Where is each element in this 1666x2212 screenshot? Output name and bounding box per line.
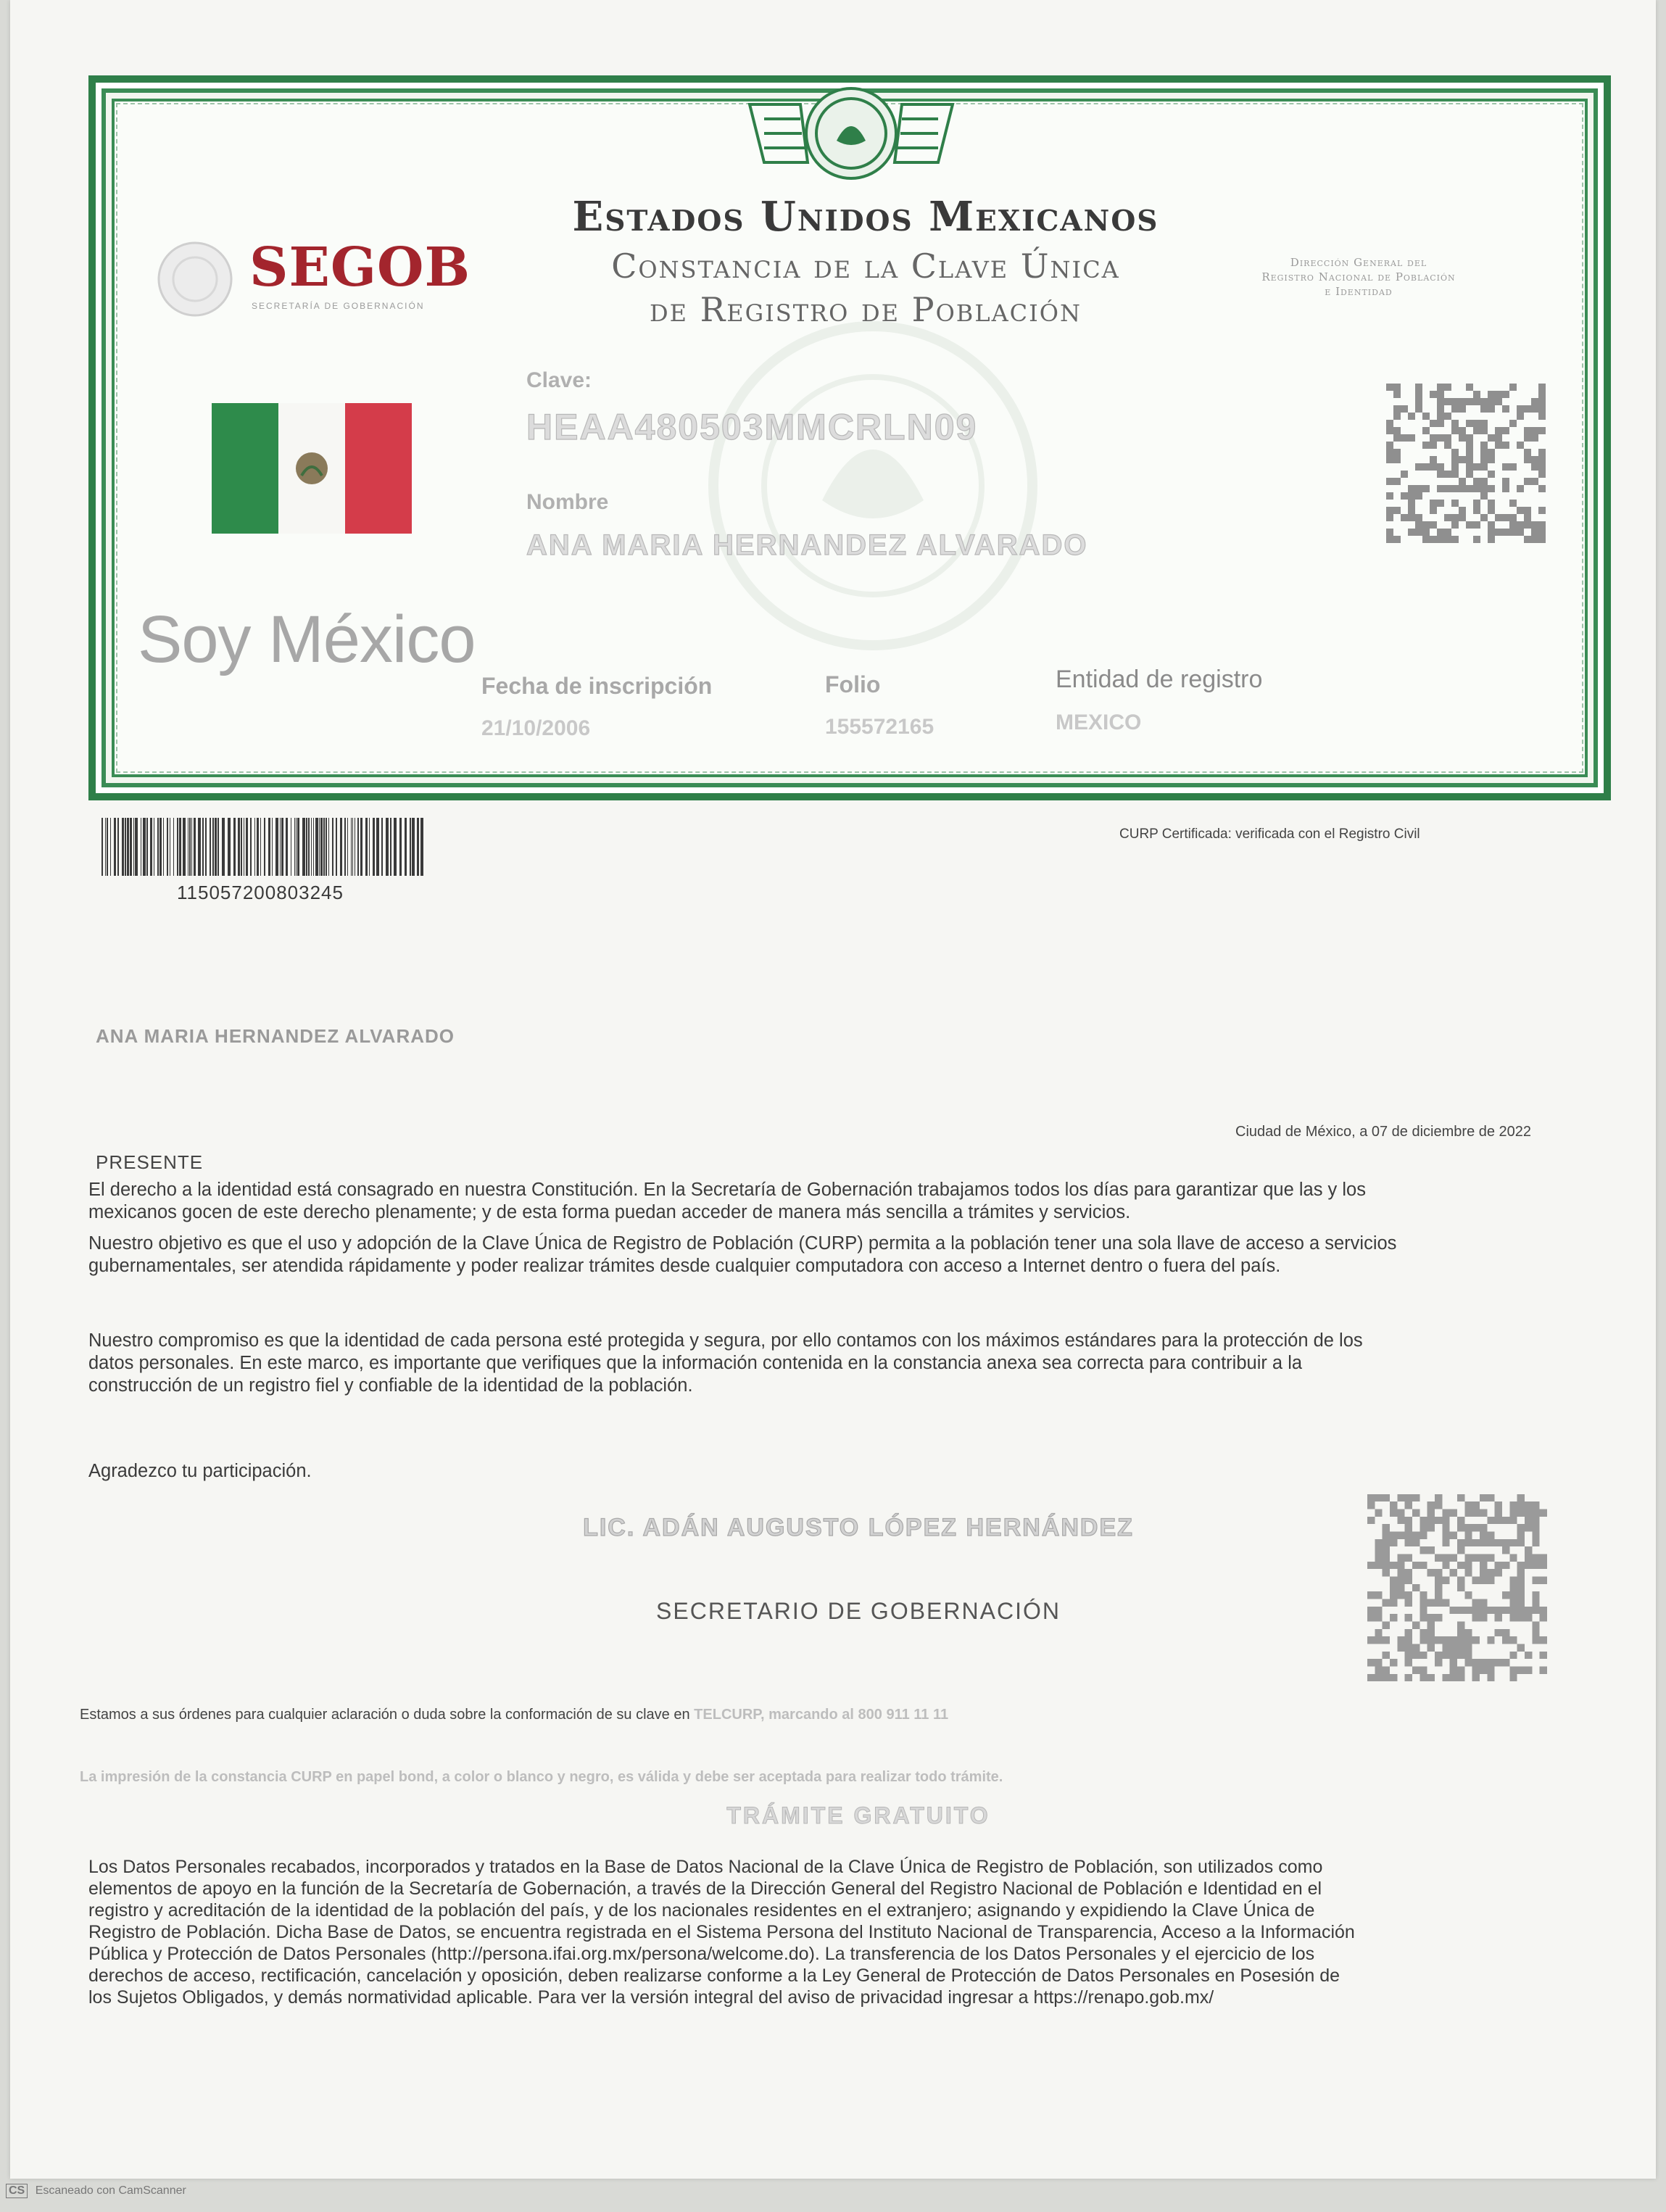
barcode-number: 115057200803245 (177, 882, 344, 903)
entidad-value: MEXICO (1056, 711, 1142, 734)
signature-qr-icon (1367, 1494, 1547, 1682)
paragraph-3: Nuestro compromiso es que la identidad de cada persona esté protegida y segura, por ello contamos con los máximos estándares para la protección de los datos personales. En este marco, es importante que verifiques que la información contenida en la constancia anexa sea correcta para contribuir a la construcción de un registro fiel y confiable de la identidad de la población. (88, 1330, 1363, 1396)
camscanner-text: Escaneado con CamScanner (35, 2184, 186, 2197)
print-validity-note: La impresión de la constancia CURP en papel bond, a color o blanco y negro, es válida y debe ser aceptada para realizar todo trámite. (80, 1769, 1003, 1785)
free-procedure-label: TRÁMITE GRATUITO (726, 1802, 990, 1828)
crest-watermark-icon (677, 312, 1069, 660)
signer-title: SECRETARIO DE GOBERNACIÓN (656, 1598, 1061, 1624)
fecha-value: 21/10/2006 (481, 716, 591, 740)
entidad-label: Entidad de registro (1056, 666, 1263, 693)
clave-value: HEAA480503MMCRLN09 (526, 407, 978, 447)
nombre-value: ANA MARIA HERNANDEZ ALVARADO (526, 529, 1088, 561)
barcode-icon (101, 818, 428, 876)
camscanner-badge: CS (6, 2184, 28, 2198)
clave-label: Clave: (526, 368, 592, 392)
directorate-label: Dirección General del Registro Nacional de Población e Identidad (1261, 256, 1456, 298)
paragraph-2: Nuestro objetivo es que el uso y adopción de la Clave Única de Registro de Población (CURP) permita a la población tener una sola llave de acceso a servicios gubernamentales, ser atendida rápidamente y poder realizar trámites desde cualquier computadora con acceso a Internet dentro o fuera del país. (88, 1233, 1397, 1276)
certificate-title: Estados Unidos Mexicanos (572, 193, 1159, 241)
nombre-label: Nombre (526, 490, 609, 514)
folio-label: Folio (825, 671, 881, 697)
segob-subtitle: SECRETARÍA DE GOBERNACIÓN (252, 301, 425, 311)
document-page (10, 0, 1656, 2179)
segob-seal-icon (155, 239, 235, 319)
signer-name: LIC. ADÁN AUGUSTO LÓPEZ HERNÁNDEZ (583, 1514, 1134, 1541)
mexico-flag-icon (212, 403, 412, 534)
curp-certified-note: CURP Certificada: verificada con el Registro Civil (1119, 827, 1420, 842)
segob-logo-text: SEGOB (249, 236, 471, 299)
qr-code-icon (1386, 383, 1546, 544)
national-crest-icon (721, 75, 982, 184)
place-date: Ciudad de México, a 07 de diciembre de 2022 (1235, 1124, 1532, 1140)
addressee-name: ANA MARIA HERNANDEZ ALVARADO (96, 1025, 455, 1047)
certificate-subtitle-2: de Registro de Población (649, 290, 1082, 329)
privacy-notice: Los Datos Personales recabados, incorporados y tratados en la Base de Datos Nacional de la Clave Única de Registro de Población, son utilizados como elementos de apoyo en la función de la Secretaría de Gobernación, a través de la Dirección General del Registro Nacional de Población e Identidad en el registro y acreditación de la identidad de la población del país, y de los nacionales residentes en el extranjero; asignando y expidiendo la Clave Única de Registro de Población. Dicha Base de Datos, se encuentra registrada en el Sistema Persona del Instituto Nacional de Transparencia, Acceso a la Información Pública y Protección de Datos Personales (http://persona.ifai.org.mx/persona/welcome.do). La transferencia de los Datos Personales y el ejercicio de los derechos de acceso, rectificación, cancelación y oposición, deben realizarse conforme a la Ley General de Protección de Datos Personales en Posesión de los Sujetos Obligados, y demás normatividad aplicable. Para ver la versión integral del aviso de privacidad ingresar a https://renapo.gob.mx/ (88, 1857, 1355, 2008)
telcurp-note: Estamos a sus órdenes para cualquier aclaración o duda sobre la conformación de su clave en TELCURP, marcando al 800 911 11 11 (80, 1707, 949, 1723)
certificate-subtitle-1: Constancia de la Clave Única (611, 247, 1120, 286)
greeting: PRESENTE (96, 1151, 204, 1173)
slogan-text: Soy México (138, 602, 476, 676)
thanks-line: Agradezco tu participación. (88, 1461, 312, 1481)
scanner-footer (6, 2184, 186, 2198)
fecha-label: Fecha de inscripción (481, 673, 713, 699)
paragraph-1: El derecho a la identidad está consagrado en nuestra Constitución. En la Secretaría de Gobernación trabajamos todos los días para garantizar que las y los mexicanos gocen de este derecho plenamente; y de esta forma puedan acceder de manera más sencilla a trámites y servicios. (88, 1180, 1366, 1222)
folio-value: 155572165 (825, 715, 934, 739)
